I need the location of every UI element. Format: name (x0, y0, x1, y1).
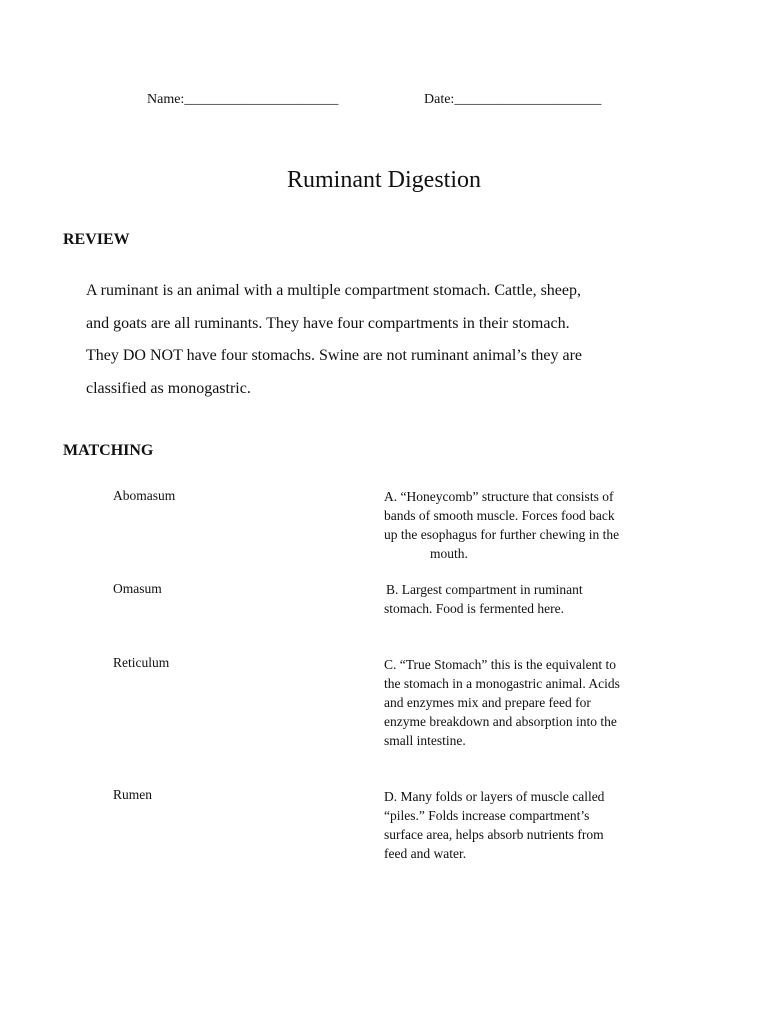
matching-heading: MATCHING (63, 442, 154, 459)
review-paragraph (86, 275, 686, 405)
definition-line: and enzymes mix and prepare feed for (384, 695, 591, 710)
review-line: A ruminant is an animal with a multiple compartment stomach. Cattle, sheep, (86, 282, 581, 299)
term-omasum: Omasum (113, 581, 162, 596)
definition-line: feed and water. (384, 846, 467, 861)
definition-b (386, 580, 676, 618)
term-abomasum: Abomasum (113, 488, 176, 503)
definition-line: the stomach in a monogastric animal. Acids (384, 676, 620, 691)
review-heading: REVIEW (63, 231, 130, 248)
term-reticulum: Reticulum (113, 655, 170, 670)
definition-line: stomach. Food is fermented here. (384, 601, 564, 616)
definition-line: enzyme breakdown and absorption into the (384, 714, 617, 729)
definition-line: up the esophagus for further chewing in the (384, 527, 620, 542)
definition-line: “piles.” Folds increase compartment’s (384, 808, 590, 823)
definition-c (384, 655, 674, 750)
review-line: classified as monogastric. (86, 379, 251, 397)
definition-line: B. Largest compartment in ruminant (386, 582, 583, 597)
name-field: Name:______________________ (147, 92, 339, 107)
review-line: and goats are all ruminants. They have four compartments in their stomach. (86, 314, 570, 332)
definition-line: D. Many folds or layers of muscle called (384, 789, 605, 804)
definition-line: mouth. (430, 546, 468, 561)
term-rumen: Rumen (113, 787, 152, 802)
definition-line: C. “True Stomach” this is the equivalent to (384, 657, 616, 672)
definition-d (384, 787, 674, 863)
date-field: Date:_____________________ (424, 92, 602, 107)
review-line: They DO NOT have four stomachs. Swine are not ruminant animal’s they are (86, 347, 583, 364)
definition-line: A. “Honeycomb” structure that consists of (384, 489, 614, 504)
definition-line: bands of smooth muscle. Forces food back (384, 508, 615, 523)
definition-a (384, 487, 674, 563)
page-title: Ruminant Digestion (287, 167, 481, 193)
definition-line: surface area, helps absorb nutrients from (384, 827, 604, 842)
definition-line: small intestine. (384, 733, 466, 748)
